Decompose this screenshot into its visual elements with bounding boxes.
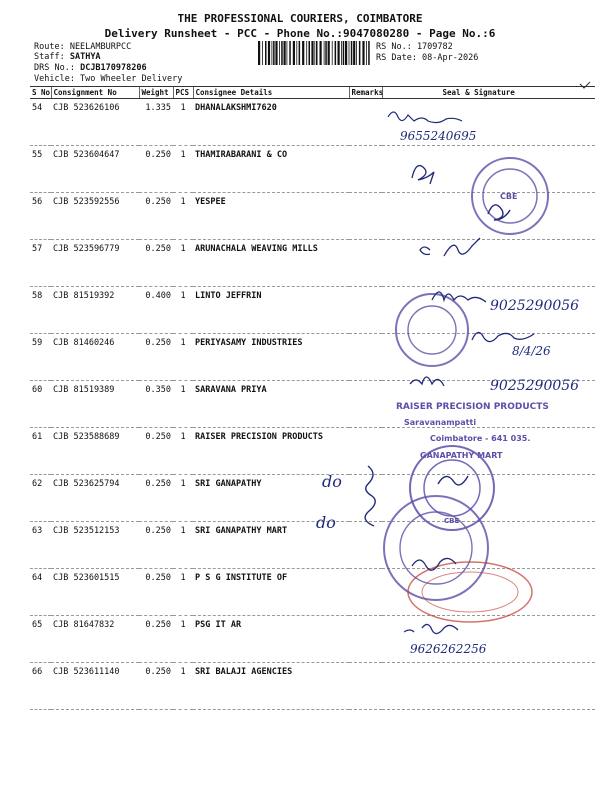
barcode-bar: [275, 41, 277, 65]
cell-weight: 0.250: [139, 240, 173, 287]
staff-label: Staff:: [34, 52, 65, 62]
cell-consignment: CJB 523604647: [51, 146, 139, 193]
cell-weight: 0.250: [139, 616, 173, 663]
cell-pcs: 1: [173, 663, 193, 710]
cell-pcs: 1: [173, 475, 193, 522]
cell-weight: 0.250: [139, 569, 173, 616]
cell-consignee: SRI GANAPATHY MART: [193, 522, 349, 569]
staff-value: SATHYA: [69, 52, 101, 62]
cell-sno: 62: [30, 475, 51, 522]
table-row: [30, 428, 595, 475]
cell-weight: 0.250: [139, 193, 173, 240]
barcode-bar: [351, 41, 353, 65]
barcode-bar: [302, 41, 304, 65]
barcode-bar: [349, 41, 350, 65]
route-line: Route: NEELAMBURPCC: [34, 42, 132, 52]
barcode-bar: [281, 41, 283, 65]
cell-pcs: 1: [173, 381, 193, 428]
table-row: [30, 99, 595, 146]
cell-consignee: YESPEE: [193, 193, 349, 240]
cell-consignment: CJB 523611140: [51, 663, 139, 710]
cell-pcs: 1: [173, 146, 193, 193]
col-remarks: Remarks: [349, 87, 382, 99]
barcode-bar: [328, 41, 330, 65]
cell-consignment: CJB 523601515: [51, 569, 139, 616]
table-row: [30, 522, 595, 569]
barcode-bar: [268, 41, 270, 65]
cell-weight: 1.335: [139, 99, 173, 146]
cell-pcs: 1: [173, 569, 193, 616]
cell-pcs: 1: [173, 99, 193, 146]
table-row: [30, 193, 595, 240]
barcode-bar: [262, 41, 263, 65]
handwritten-ditto-2: do: [316, 513, 336, 532]
cell-remarks: [349, 428, 382, 475]
cell-consignee: PERIYASAMY INDUSTRIES: [193, 334, 349, 381]
cell-sno: 63: [30, 522, 51, 569]
cell-seal-signature: [382, 475, 595, 522]
vehicle-line: Vehicle: Two Wheeler Delivery: [34, 74, 183, 84]
barcode-bar: [287, 41, 288, 65]
cell-sno: 55: [30, 146, 51, 193]
cell-consignment: CJB 523588689: [51, 428, 139, 475]
cell-remarks: [349, 569, 382, 616]
barcode-bar: [343, 41, 345, 65]
cell-pcs: 1: [173, 240, 193, 287]
barcode-bar: [299, 41, 301, 65]
table-row: [30, 663, 595, 710]
cell-weight: 0.250: [139, 475, 173, 522]
runsheet-table: [30, 86, 595, 710]
barcode-bar: [353, 41, 355, 65]
stamp-cbe-1: CBE: [500, 192, 518, 201]
col-seal-signature: Seal & Signature: [382, 87, 595, 99]
cell-sno: 66: [30, 663, 51, 710]
cell-consignee: P S G INSTITUTE OF: [193, 569, 349, 616]
barcode-bar: [265, 41, 267, 65]
col-sno: S No: [32, 88, 51, 97]
barcode-bar: [320, 41, 322, 65]
drs-label: DRS No.:: [34, 63, 75, 73]
cell-consignee: ARUNACHALA WEAVING MILLS: [193, 240, 349, 287]
barcode-bar: [279, 41, 280, 65]
raiser-stamp-line1: RAISER PRECISION PRODUCTS: [396, 402, 549, 412]
cell-remarks: [349, 663, 382, 710]
cell-remarks: [349, 146, 382, 193]
cell-weight: 0.250: [139, 663, 173, 710]
cell-remarks: [349, 334, 382, 381]
cell-consignee: THAMIRABARANI & CO: [193, 146, 349, 193]
barcode-bar: [356, 41, 357, 65]
barcode-bar: [359, 41, 361, 65]
barcode-bar: [341, 41, 342, 65]
cell-consignment: CJB 81647832: [51, 616, 139, 663]
barcode-bar: [325, 41, 327, 65]
cell-consignment: CJB 81460246: [51, 334, 139, 381]
barcode-bar: [309, 41, 311, 65]
cell-sno: 60: [30, 381, 51, 428]
cell-consignment: CJB 81519392: [51, 287, 139, 334]
cell-sno: 57: [30, 240, 51, 287]
col-pcs: PCS: [173, 87, 193, 99]
ganapathy-stamp-text: GANAPATHY MART: [420, 451, 503, 460]
cell-weight: 0.400: [139, 287, 173, 334]
cell-pcs: 1: [173, 616, 193, 663]
cell-consignee: RAISER PRECISION PRODUCTS: [193, 428, 349, 475]
barcode-bar: [316, 41, 318, 65]
cell-weight: 0.250: [139, 334, 173, 381]
cell-consignment: CJB 523625794: [51, 475, 139, 522]
barcode-bar: [332, 41, 333, 65]
cell-consignee: SRI GANAPATHY: [193, 475, 349, 522]
col-weight: Weight: [139, 87, 173, 99]
cell-pcs: 1: [173, 428, 193, 475]
table-row: [30, 475, 595, 522]
cell-consignment: CJB 523596779: [51, 240, 139, 287]
barcode-bar: [284, 41, 286, 65]
cell-sno: 61: [30, 428, 51, 475]
barcode-graphic: [258, 41, 372, 65]
cell-seal-signature: [382, 287, 595, 334]
cell-remarks: [349, 616, 382, 663]
barcode-bar: [289, 41, 291, 65]
cell-pcs: 1: [173, 334, 193, 381]
cell-consignee: SRI BALAJI AGENCIES: [193, 663, 349, 710]
barcode-bar: [324, 41, 325, 65]
col-consignment: Consignment No: [51, 87, 139, 99]
cell-pcs: 1: [173, 522, 193, 569]
raiser-stamp-line2: Saravanampatti: [404, 418, 477, 427]
cell-seal-signature: [382, 381, 595, 428]
stamp-cbe-2: CBE: [444, 517, 460, 525]
rs-number: RS No.: 1709782: [376, 42, 453, 52]
table-row: [30, 240, 595, 287]
cell-seal-signature: [382, 193, 595, 240]
staff-line: [34, 52, 101, 62]
cell-sno: 58: [30, 287, 51, 334]
cell-seal-signature: [382, 99, 595, 146]
cell-weight: 0.350: [139, 381, 173, 428]
cell-weight: 0.250: [139, 522, 173, 569]
col-consignee: Consignee Details: [193, 87, 349, 99]
handwritten-ditto-1: do: [322, 472, 342, 491]
cell-consignee: LINTO JEFFRIN: [193, 287, 349, 334]
barcode-bar: [362, 41, 364, 65]
cell-consignee: SARAVANA PRIYA: [193, 381, 349, 428]
barcode-bar: [293, 41, 295, 65]
handwritten-phone-1: 9655240695: [400, 129, 477, 143]
cell-remarks: [349, 522, 382, 569]
handwritten-phone-3: 9025290056: [490, 378, 580, 394]
cell-seal-signature: [382, 428, 595, 475]
barcode-bar: [314, 41, 315, 65]
drs-value: DCJB170978206: [80, 63, 147, 73]
runsheet-subtitle: Delivery Runsheet - PCC - Phone No.:9047080280 - Page No.:6: [104, 27, 496, 40]
cell-seal-signature: [382, 334, 595, 381]
barcode-bar: [368, 41, 370, 65]
cell-consignment: CJB 523626106: [51, 99, 139, 146]
barcode-bar: [296, 41, 297, 65]
cell-weight: 0.250: [139, 146, 173, 193]
cell-seal-signature: [382, 663, 595, 710]
barcode-bar: [338, 41, 340, 65]
cell-sno: 64: [30, 569, 51, 616]
barcode-bar: [311, 41, 313, 65]
table-row: [30, 287, 595, 334]
rs-date: RS Date: 08-Apr-2026: [376, 53, 479, 63]
cell-remarks: [349, 381, 382, 428]
drs-line: [34, 63, 147, 73]
cell-remarks: [349, 99, 382, 146]
cell-weight: 0.250: [139, 428, 173, 475]
company-title: THE PROFESSIONAL COURIERS, COIMBATORE: [177, 12, 423, 25]
cell-seal-signature: [382, 569, 595, 616]
cell-consignment: CJB 81519389: [51, 381, 139, 428]
cell-remarks: [349, 193, 382, 240]
barcode-bar: [258, 41, 260, 65]
cell-sno: 59: [30, 334, 51, 381]
cell-remarks: [349, 240, 382, 287]
cell-consignee: PSG IT AR: [193, 616, 349, 663]
cell-consignment: CJB 523512153: [51, 522, 139, 569]
cell-seal-signature: [382, 240, 595, 287]
barcode-bar: [366, 41, 367, 65]
barcode-bar: [306, 41, 307, 65]
handwritten-date: 8/4/26: [512, 344, 551, 358]
cell-pcs: 1: [173, 193, 193, 240]
cell-sno: 56: [30, 193, 51, 240]
cell-remarks: [349, 287, 382, 334]
table-row: [30, 334, 595, 381]
barcode-bar: [272, 41, 273, 65]
barcode-bar: [335, 41, 337, 65]
cell-consignee: DHANALAKSHMI7620: [193, 99, 349, 146]
cell-remarks: [349, 475, 382, 522]
cell-seal-signature: [382, 146, 595, 193]
cell-seal-signature: [382, 616, 595, 663]
cell-consignment: CJB 523592556: [51, 193, 139, 240]
cell-pcs: 1: [173, 287, 193, 334]
cell-sno: 54: [30, 99, 51, 146]
cell-sno: 65: [30, 616, 51, 663]
table-row: [30, 616, 595, 663]
barcode-bar: [345, 41, 347, 65]
table-row: [30, 569, 595, 616]
handwritten-phone-2: 9025290056: [490, 298, 580, 314]
raiser-stamp-line3: Coimbatore - 641 035.: [430, 434, 531, 443]
barcode-bar: [273, 41, 275, 65]
table-row: [30, 146, 595, 193]
table-header-row: [30, 87, 595, 99]
handwritten-phone-4: 9626262256: [410, 642, 487, 656]
table-row: [30, 381, 595, 428]
cell-seal-signature: [382, 522, 595, 569]
